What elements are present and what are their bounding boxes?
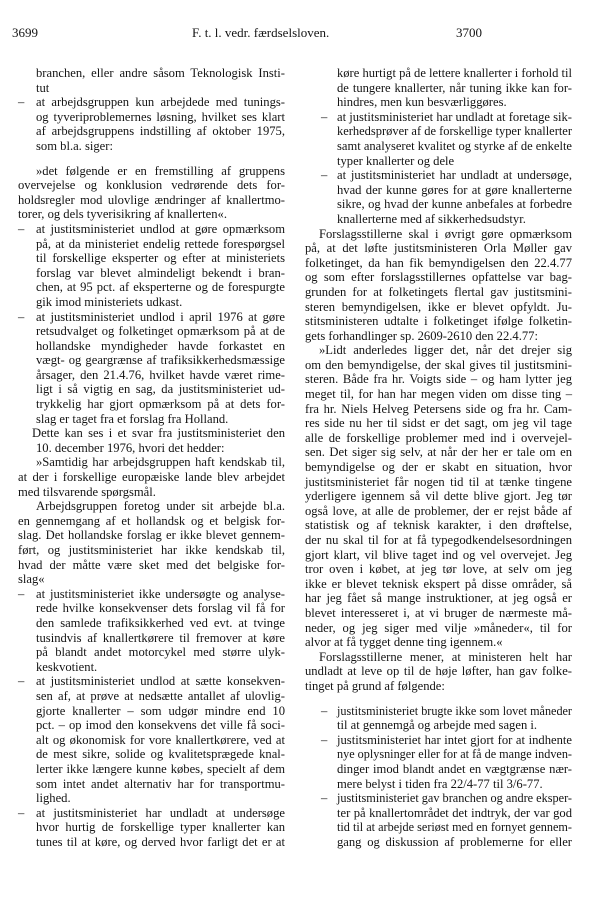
text-line: til forskellige eksperter og efter at ministeriets	[36, 251, 285, 266]
text-line: knallerterne med af sikkerhedsudstyr.	[337, 211, 526, 226]
text-line: hvad der måtte være sket med det belgiske for-	[18, 557, 285, 572]
text-line: hvad der kunne gøres for at gøre knallerterne	[337, 182, 572, 197]
text-line: branchen, eller andre såsom Teknologisk Insti-	[36, 66, 285, 80]
text-line: vægt- og geargrænse af trafiksikkerhedsmæssige	[36, 353, 285, 368]
text-line: mere belyst i tiden fra 22/4-77 til 3/6-77.	[337, 776, 543, 791]
text-line: ter på knallertområdet det indtryk, der var god	[337, 805, 572, 820]
text-line: at der i forskellige europæiske lande blev arbejdet	[18, 470, 285, 485]
text-line: en gennemgang af et hollandsk og et belgisk for-	[18, 513, 285, 528]
text-line: statistisk og af teknisk karakter, i den drøftelse,	[305, 518, 572, 533]
text-line: ført, og justitsministeriet har ikke kendskab til,	[18, 543, 285, 557]
text-line: at justitsministeriet har undladt at undersøge,	[337, 168, 572, 183]
text-line: også love, at alle de problemer, der er rejst både af	[305, 503, 572, 518]
text-line: på, at da ministeriet endelig rettede forespørgsel	[36, 236, 285, 251]
text-line: 10. december 1976, hvori det hedder:	[36, 440, 225, 455]
text-line: fra hr. Niels Helveg Petersens side og fra hr. Cam-	[305, 401, 572, 416]
text-line: af arbejdsgruppens indstilling af oktober 1975,	[36, 124, 285, 139]
text-line: meget til, for han har megen viden om disse ting –	[305, 387, 572, 402]
text-line: justitsministeriet brugte ikke som lovet måneder	[337, 703, 572, 718]
text-line: torer, og dels tyverisikring af knallerten«.	[18, 207, 227, 222]
right-column	[305, 66, 572, 849]
bullet-item	[18, 222, 285, 310]
bullet-item	[305, 168, 572, 226]
text-line: overvejelse og konklusion vedrørende dets for-	[18, 178, 285, 193]
text-line: justitsministeriet gav branchen og andre eksper-	[337, 791, 572, 806]
text-line: lerter ikke længere kunne købes, specielt af dem	[36, 761, 285, 776]
text-line: grunden for at folketingets flertal gav justitsmini-	[305, 284, 572, 299]
bullet-item	[18, 310, 285, 427]
text-line: kerhedsprøver af de forskellige typer knallerter	[337, 124, 572, 139]
text-line: slag. Det hollandske forslag er ikke blevet gennem-	[18, 528, 285, 543]
page-number-left: 3699	[12, 25, 38, 40]
text-line: retsudvalget og folketinget opmærksom på at de	[36, 324, 285, 339]
text-line: hindres, men kun besværliggøres.	[337, 95, 507, 110]
text-line: ikke er blevet teknisk ekspert på disse områder, så	[305, 576, 572, 591]
paragraph	[18, 455, 285, 499]
text-line: res side nu her til sidst er det sagt, om jeg vil tage	[305, 416, 572, 431]
text-line: Arbejdsgruppen foretog under sit arbejde bl.a.	[36, 499, 285, 514]
dash-bullet-icon: –	[18, 805, 25, 820]
text-line: hollandske myndigheder havde forkastet en	[36, 338, 285, 353]
left-column	[18, 66, 285, 849]
text-line: med tilsvarende spørgsmål.	[18, 484, 156, 499]
dash-bullet-icon: –	[18, 586, 25, 601]
text-line: gets forhandlinger sp. 2609-2610 den 22.4.77:	[305, 328, 538, 343]
text-line: køre hurtigt på de lettere knallerter i forhold til	[337, 66, 572, 80]
text-line: den samlede trafiksikkerhed ved evt. at tvinge	[36, 615, 285, 630]
page-number-right: 3700	[456, 25, 482, 40]
text-line: gjort klart, vil blive taget ind og vel overvejet. Jeg	[305, 547, 572, 562]
paragraph	[18, 426, 285, 455]
text-line: sikre, og hvad der kunne anbefales at forbedre	[337, 197, 572, 212]
text-line: på, at det løfte justitsministeren Orla Møller gav	[305, 241, 572, 256]
text-line: tunes til at køre, og derved hvor farligt det er at	[36, 834, 285, 849]
bullet-item	[305, 110, 572, 168]
text-line: »Samtidig har arbejdsgruppen haft kendskab til,	[36, 455, 285, 470]
bullet-item	[18, 587, 285, 675]
text-line: forslag var blevet almindeligt bekendt i bran-	[36, 265, 285, 280]
text-line: slag«	[18, 572, 45, 587]
text-line: nye oplysninger eller for at få de mange indven-	[337, 747, 572, 762]
text-line: til at gennemgå og arbejde med sagen i.	[337, 718, 538, 733]
text-line: at arbejdsgruppen kun arbejdede med tunings-	[36, 95, 285, 110]
text-line: slag er taget fra et forslag fra Holland.	[36, 411, 229, 426]
text-line: som intet andet alternativ har for transportmu-	[36, 776, 285, 791]
text-line: tinget på grund af følgende:	[305, 678, 445, 693]
text-line: at justitsministeriet ikke undersøgte og analyse-	[36, 586, 285, 601]
dash-bullet-icon: –	[321, 703, 328, 718]
bullet-item	[305, 704, 572, 733]
bullet-item	[305, 791, 572, 849]
text-line: der nu skal til for at få typegodkendelsesordningen	[305, 533, 572, 547]
text-line: blevet interesseret i, at vi bruger de nærmeste må-	[305, 605, 572, 620]
text-line: bemyndigelse og der er skabt en situation, hvor	[305, 460, 572, 475]
paragraph	[18, 499, 285, 587]
text-line: tusindvis af knallertkørere til fremover at køre	[36, 630, 285, 645]
text-line: »det følgende er en fremstilling af gruppens	[36, 163, 285, 178]
text-line: steren. Både fra hr. Voigts side – og ham lytter jeg	[305, 372, 572, 387]
text-line: pct. – op imod den konsekvens det ville få soci-	[36, 718, 285, 733]
bullet-item	[18, 95, 285, 153]
text-line: tut	[36, 80, 50, 95]
text-line: sen. Det siger sig selv, at når der her er tale om en	[305, 445, 572, 460]
text-line: på blandt andet motorcykel med større ulyk-	[36, 645, 285, 660]
text-line: at justitsministeriet undlod i april 1976 at gøre	[36, 309, 285, 324]
text-line: at justitsministeriet har undladt at foretage sik-	[337, 109, 572, 124]
text-line: ligt i så vigtig en sag, da justitsministeriet ud-	[36, 382, 285, 397]
text-line: og tyveriproblemernes løsning, hvilket ses klart	[36, 109, 285, 124]
text-line: tror oven i købet, at jeg tør love, at selv om jeg	[305, 562, 572, 577]
text-line: alt og økonomisk for vore knallertkørere, ved at	[36, 732, 285, 747]
paragraph	[305, 650, 572, 694]
text-line: justitsministeriet har intet gjort for at indhente	[337, 732, 572, 747]
paragraph	[305, 227, 572, 344]
text-line: de mest sikre, solide og kvalitetsprægede knal-	[36, 747, 285, 762]
text-line: om den bemyndigelse, der skal gives til justitsmini-	[305, 357, 572, 372]
text-line: trykkelig har gjort opmærksom på at dets for-	[36, 397, 285, 412]
paragraph	[18, 164, 285, 222]
text-line: chen, at 95 pct. af eksperterne og de forespurgte	[36, 280, 285, 295]
text-line: lighed.	[36, 791, 71, 806]
text-line: hvor hurtig de forskellige typer knallerter kan	[36, 820, 285, 835]
text-line: typer knallerter og dele	[337, 153, 455, 168]
text-line: at justitsministeriet undlod at gøre opmærksom	[36, 221, 285, 236]
dash-bullet-icon: –	[18, 221, 25, 236]
text-line: gang og diskussion af problemerne for eller	[337, 834, 572, 849]
text-line: årsager, den 21.4.76, hvilket havde været rime-	[36, 367, 285, 382]
text-line: Forslagsstillerne mener, at ministeren helt har	[319, 649, 572, 664]
dash-bullet-icon: –	[321, 109, 328, 124]
text-line: Forslagsstillerne skal i øvrigt gøre opmærksom	[319, 226, 572, 241]
bullet-item	[305, 733, 572, 791]
text-line: dinger imod blandt andet en vægtgrænse nær-	[337, 761, 572, 776]
paragraph	[305, 343, 572, 649]
text-line: alvor at få tygget denne ting igennem.«	[305, 635, 503, 650]
paragraph	[18, 66, 285, 95]
text-line: »Lidt anderledes ligger det, når det drejer sig	[319, 343, 572, 358]
paragraph	[305, 66, 572, 110]
text-line: keskvotient.	[36, 659, 98, 674]
text-line: de tungere knallerter, når tuning ikke kan for-	[337, 80, 572, 95]
text-line: tid til at arbejde seriøst med en fornyet gennem-	[337, 820, 572, 835]
bullet-item	[18, 806, 285, 850]
text-line: undladt at leve op til de høje løfter, han gav folke-	[305, 664, 572, 679]
text-line: og som efter forslagsstillernes opfattelse var bag-	[305, 270, 572, 285]
text-line: neder, og jeg siger med vilje »måneder«, til for	[305, 620, 572, 635]
text-line: stitsministeren udtalte i folketinget ifølge folketin-	[305, 314, 572, 329]
dash-bullet-icon: –	[321, 732, 328, 747]
text-line: som bl.a. siger:	[36, 138, 113, 153]
dash-bullet-icon: –	[18, 95, 25, 110]
text-line: at justitsministeriet har undladt at undersøge	[36, 805, 285, 820]
text-line: holdsregler mod ulovlige ændringer af knallertmo-	[18, 192, 285, 207]
text-line: alle de forskellige problemer med ind i overvejel-	[305, 430, 572, 445]
dash-bullet-icon: –	[18, 674, 25, 689]
bullet-item	[18, 674, 285, 805]
text-line: rede hvilke konsekvenser dets forslag vil få for	[36, 601, 285, 616]
text-line: steren bemyndigelsen, ikke er blevet opfyldt. Ju-	[305, 299, 572, 314]
text-line: Dette kan ses i et svar fra justitsministeriet den	[32, 426, 285, 441]
text-line: sen af, at prøve at nedsætte antallet af ulovlig-	[36, 688, 285, 703]
dash-bullet-icon: –	[321, 168, 328, 183]
text-line: gjorte knallerter – som udgør mindre end 10	[36, 703, 285, 718]
text-line: at justitsministeriet undlod at sætte konsekven-	[36, 674, 285, 689]
dash-bullet-icon: –	[321, 791, 328, 806]
text-line: gik imod ministeriets udkast.	[36, 294, 183, 309]
text-line: justitsministeriet får nogen tid til at tænke tingene	[305, 474, 572, 489]
text-line: folketinget, da han fik bemyndigelsen den 22.4.77	[305, 255, 572, 270]
text-line: har jeg fået så mange instruktioner, at jeg også er	[305, 591, 572, 606]
dash-bullet-icon: –	[18, 309, 25, 324]
text-line: samt analyseret kvalitet og styrke af de enkelte	[337, 138, 572, 153]
running-title: F. t. l. vedr. færdselsloven.	[192, 25, 330, 40]
text-line: yderligere igennem så vil dette blive gjort. Jeg tør	[305, 489, 572, 504]
